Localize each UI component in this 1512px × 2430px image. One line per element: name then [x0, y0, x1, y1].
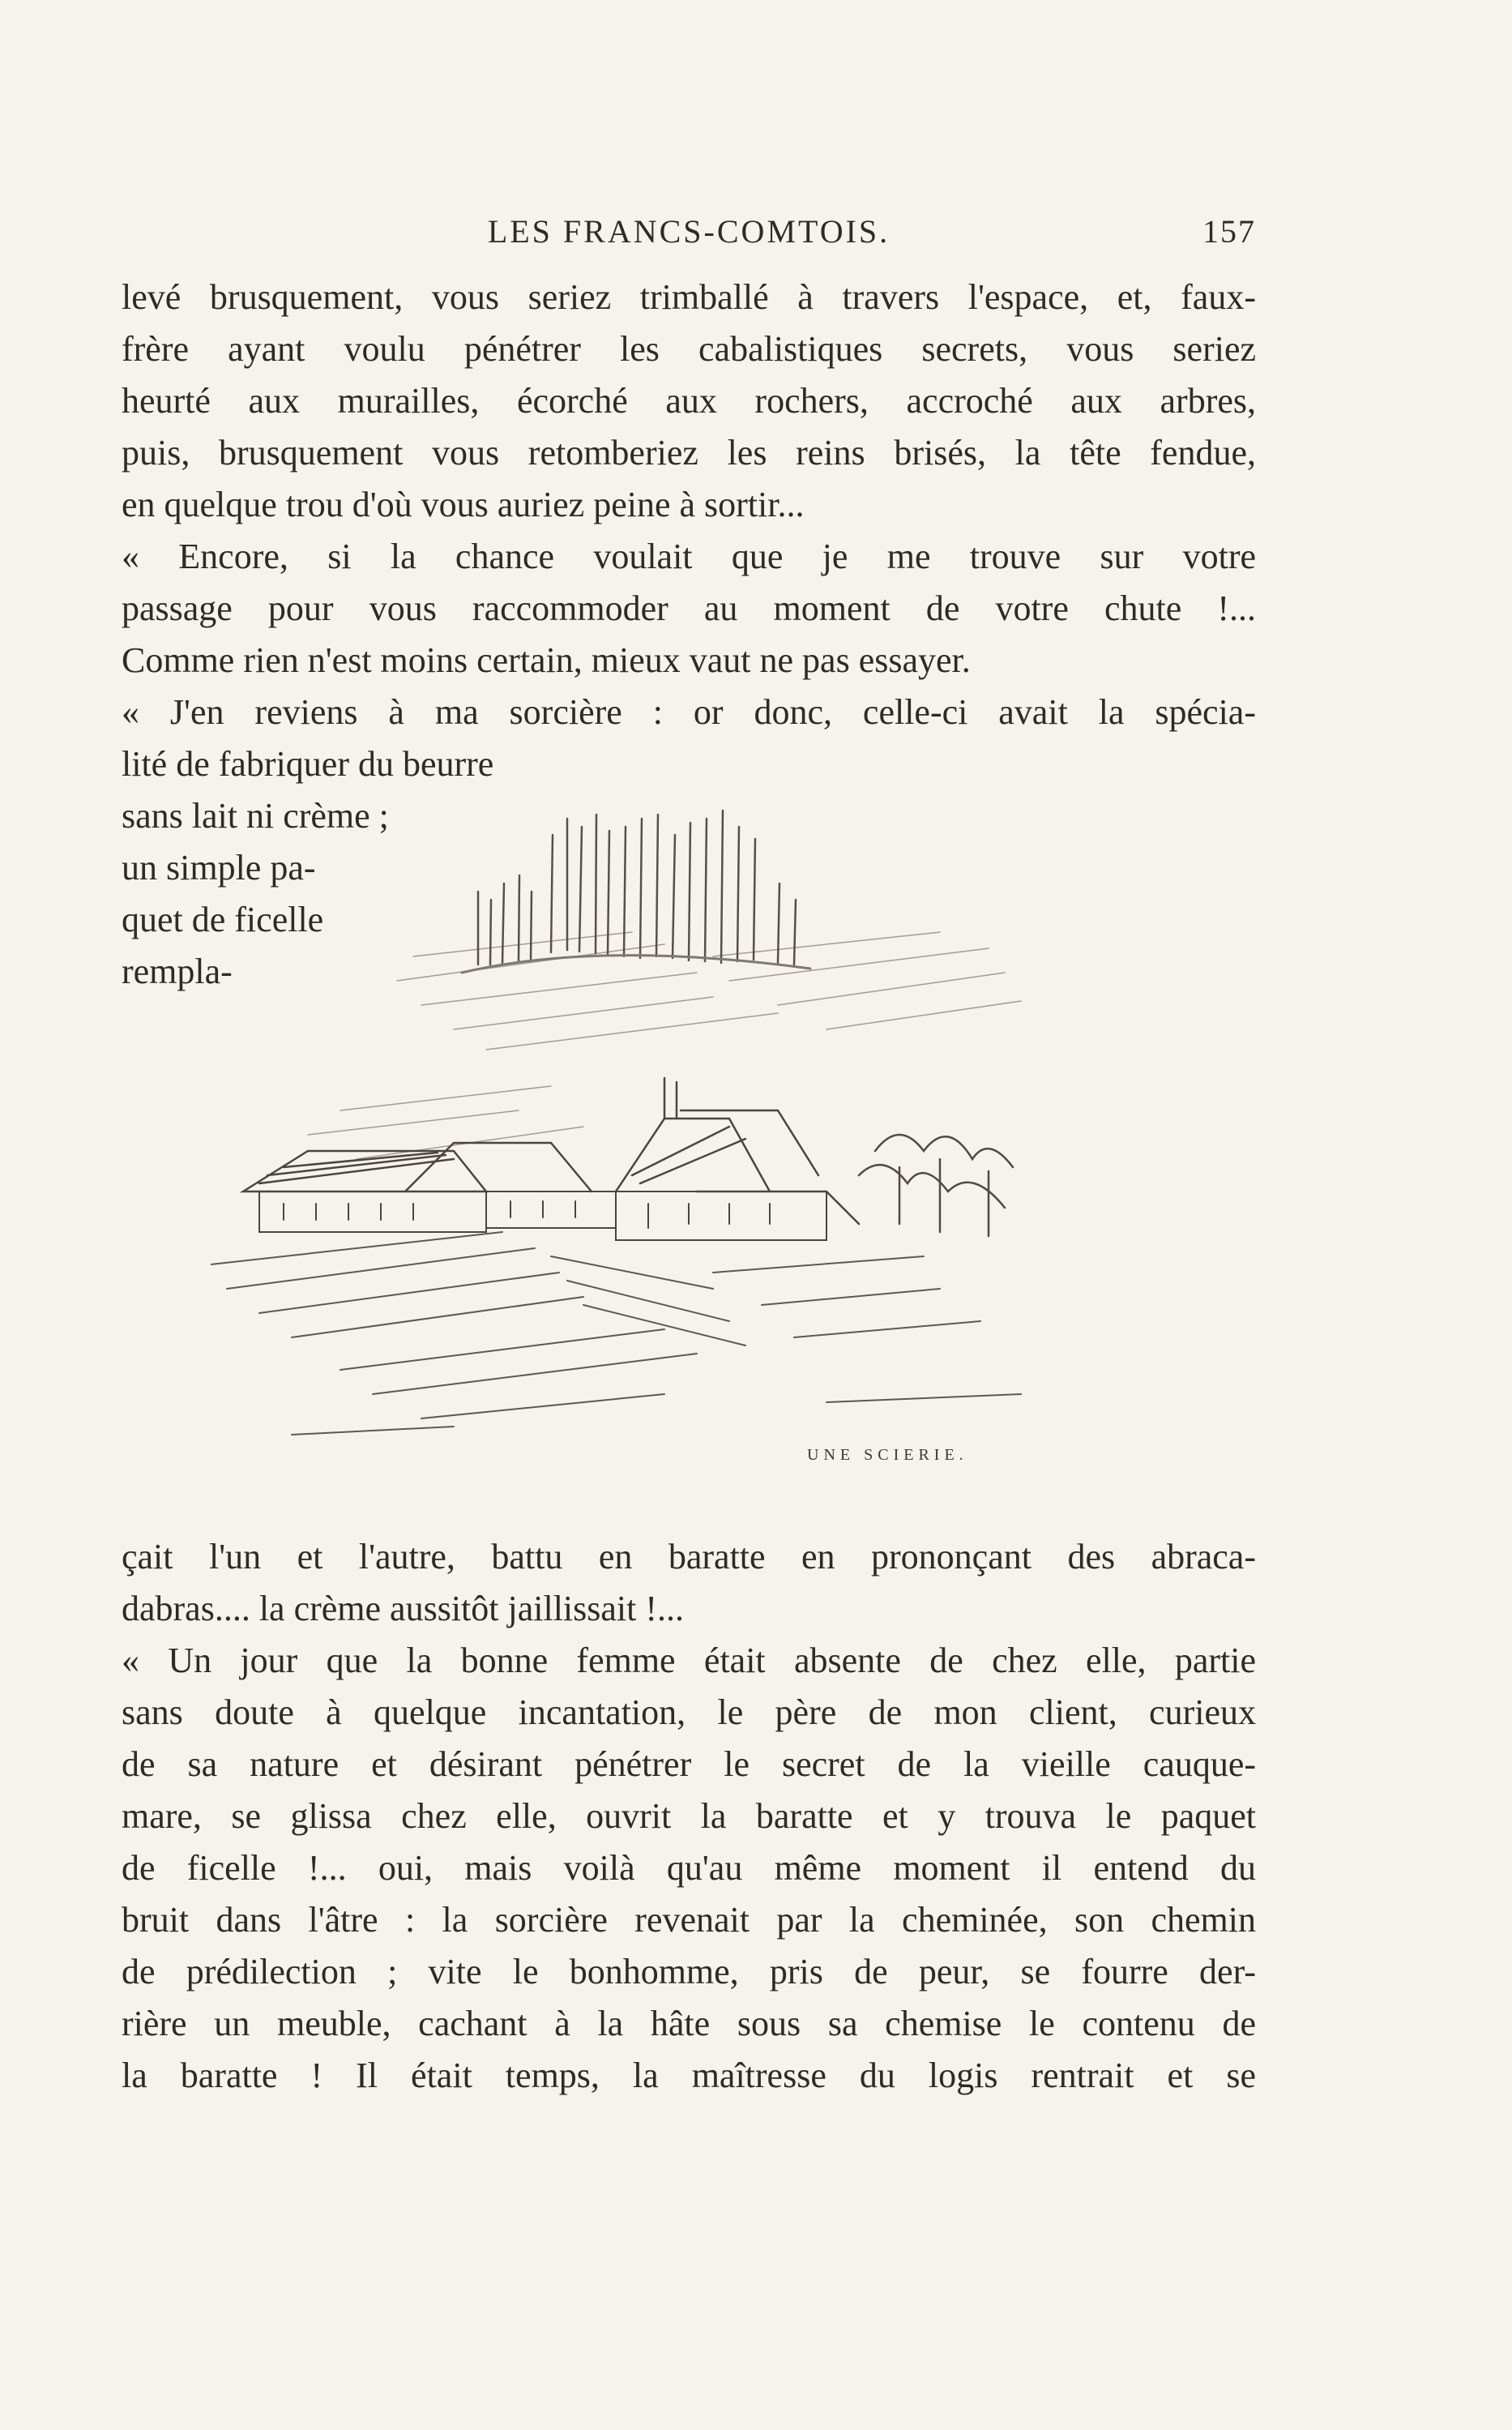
text-line: heurté aux murailles, écorché aux rochers, accroché aux arbres, — [122, 381, 1256, 421]
text-line: de sa nature et désirant pénétrer le secret de la vieille cauque- — [122, 1744, 1256, 1784]
wrap-text-line: rempla- — [122, 952, 233, 991]
text-line: de prédilection ; vite le bonhomme, pris de peur, se fourre der- — [122, 1952, 1256, 1991]
text-line: frère ayant voulu pénétrer les cabalistiques secrets, vous seriez — [122, 329, 1256, 369]
text-line: « Un jour que la bonne femme était absente de chez elle, partie — [122, 1641, 1256, 1680]
text-line: passage pour vous raccommoder au moment de votre chute !... — [122, 588, 1256, 628]
text-line: puis, brusquement vous retomberiez les reins brisés, la tête fendue, — [122, 433, 1256, 473]
text-line: lité de fabriquer du beurre — [122, 744, 494, 784]
text-line: mare, se glissa chez elle, ouvrit la baratte et y trouva le paquet — [122, 1796, 1256, 1836]
text-line: sans doute à quelque incantation, le père de mon client, curieux — [122, 1692, 1256, 1732]
text-line: levé brusquement, vous seriez trimballé à travers l'espace, et, faux- — [122, 277, 1256, 317]
text-line: çait l'un et l'autre, battu en baratte en prononçant des abraca- — [122, 1537, 1256, 1577]
page-number: 157 — [1202, 213, 1256, 250]
running-title: LES FRANCS-COMTOIS. — [487, 213, 891, 250]
sawmill-illustration — [211, 770, 1232, 1467]
illustration-caption: UNE SCIERIE. — [807, 1446, 968, 1464]
text-line: bruit dans l'âtre : la sorcière revenait par la cheminée, son chemin — [122, 1900, 1256, 1940]
text-line: rière un meuble, cachant à la hâte sous sa chemise le contenu de — [122, 2004, 1256, 2043]
page-header — [122, 212, 1256, 253]
wrap-text-line: quet de ficelle — [122, 900, 324, 939]
text-line: de ficelle !... oui, mais voilà qu'au même moment il entend du — [122, 1848, 1256, 1888]
text-line: la baratte ! Il était temps, la maîtresse du logis rentrait et se — [122, 2056, 1256, 2095]
text-line: dabras.... la crème aussitôt jaillissait !... — [122, 1589, 685, 1628]
wrap-text-line: sans lait ni crème ; — [122, 796, 389, 836]
wrap-text-line: un simple pa- — [122, 848, 316, 888]
text-line: en quelque trou d'où vous auriez peine à sortir... — [122, 485, 805, 524]
text-line: Comme rien n'est moins certain, mieux vaut ne pas essayer. — [122, 640, 971, 680]
text-line: « Encore, si la chance voulait que je me trouve sur votre — [122, 537, 1256, 576]
text-line: « J'en reviens à ma sorcière : or donc, celle-ci avait la spécia- — [122, 692, 1256, 732]
